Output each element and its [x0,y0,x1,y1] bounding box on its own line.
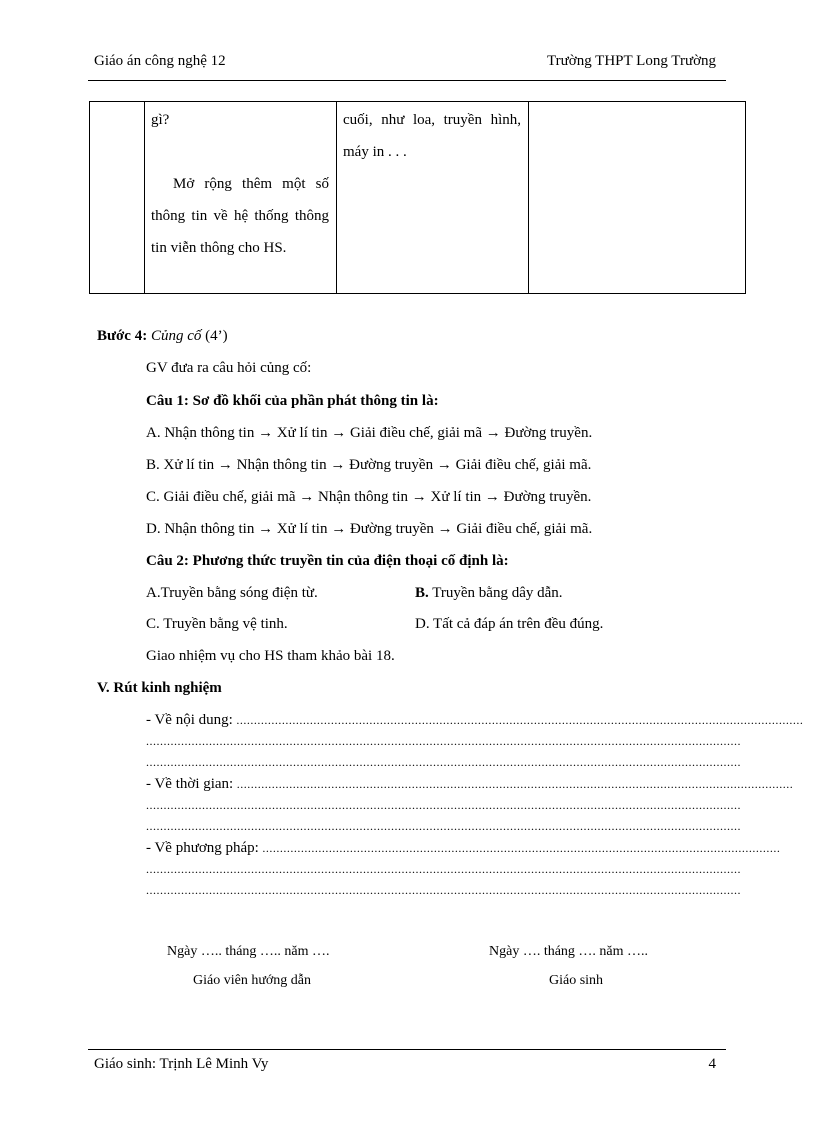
q2-option-a: A.Truyền bằng sóng điện từ. [146,585,318,601]
cell-text-devices: cuối, như loa, truyền hình, máy in . . . [343,112,521,160]
table-cell-4 [529,102,746,294]
q2-option-c: C. Truyền bằng vệ tinh. [146,616,288,632]
signature-right-date: Ngày …. tháng …. năm ….. [489,944,649,959]
content-label: - Về nội dung: [146,712,233,728]
cell-text-question-end: gì? [151,112,170,128]
table-cell-3 [337,102,529,294]
step4-label: Bước 4: [97,328,148,344]
section5-title: V. Rút kinh nghiệm [97,680,222,696]
method-dotted-line-2[interactable]: .......................................................................................................................................................................... [146,862,741,876]
time-dotted-line-2[interactable]: .......................................................................................................................................................................... [146,798,741,812]
header-right: Trường THPT Long Trường [547,53,716,69]
q2-option-b-text: Truyền bằng dây dẫn. [432,585,563,601]
content-note-line[interactable]: - Về nội dung: .................................................................................................................................................................. [146,712,804,728]
signature-left-role: Giáo viên hướng dẫn [193,973,312,988]
q2-option-d: D. Tất cả đáp án trên đều đúng. [415,616,604,632]
header-rule [88,80,726,81]
cell-text-extend-info: Mở rộng thêm một số thông tin về hệ thống thông tin viễn thông cho HS. [151,176,329,256]
method-label: - Về phương pháp: [146,840,259,856]
header-left: Giáo án công nghệ 12 [94,53,226,69]
q1-question: Câu 1: Sơ đồ khối của phần phát thông tin là: [146,393,439,409]
content-dotted-line-3[interactable]: .......................................................................................................................................................................... [146,755,741,769]
q1-option-d: D. Nhận thông tin → Xử lí tin → Đường truyền → Giải điều chế, giải mã. [146,521,593,537]
q2-option-b [415,585,563,602]
lesson-table [89,101,746,294]
q2-question: Câu 2: Phương thức truyền tin của điện thoại cố định là: [146,553,509,569]
content-dotted-line-2[interactable]: .......................................................................................................................................................................... [146,734,741,748]
step4-intro: GV đưa ra câu hỏi củng cố: [146,360,312,376]
footer-left: Giáo sinh: Trịnh Lê Minh Vy [94,1056,269,1072]
method-dotted-line-3[interactable]: .......................................................................................................................................................................... [146,883,741,897]
footer-rule [88,1049,726,1050]
table-cell-2 [145,102,337,294]
q1-option-a: A. Nhận thông tin → Xử lí tin → Giải điều chế, giải mã → Đường truyền. [146,425,593,441]
time-label: - Về thời gian: [146,776,234,792]
q1-option-b: B. Xử lí tin → Nhận thông tin → Đường truyền → Giải điều chế, giải mã. [146,457,592,473]
signature-left-date: Ngày ….. tháng ….. năm …. [167,944,330,959]
page-number: 4 [708,1056,716,1072]
q1-option-c: C. Giải điều chế, giải mã → Nhận thông tin → Xử lí tin → Đường truyền. [146,489,592,505]
method-note-line[interactable]: - Về phương pháp: .................................................................................................................................................... [146,840,781,856]
step4-title: Củng cố [150,328,202,344]
step4-time: (4’) [205,328,228,344]
signature-right-role: Giáo sinh [549,973,604,988]
table-cell-1 [90,102,145,294]
time-dotted-line-3[interactable]: .......................................................................................................................................................................... [146,819,741,833]
step4-heading [97,328,228,345]
time-note-line[interactable]: - Về thời gian: ............................................................................................................................................................... [146,776,794,792]
table-row [90,102,746,294]
q2-option-b-letter: B. [415,585,429,601]
homework-note: Giao nhiệm vụ cho HS tham khảo bài 18. [146,648,395,664]
